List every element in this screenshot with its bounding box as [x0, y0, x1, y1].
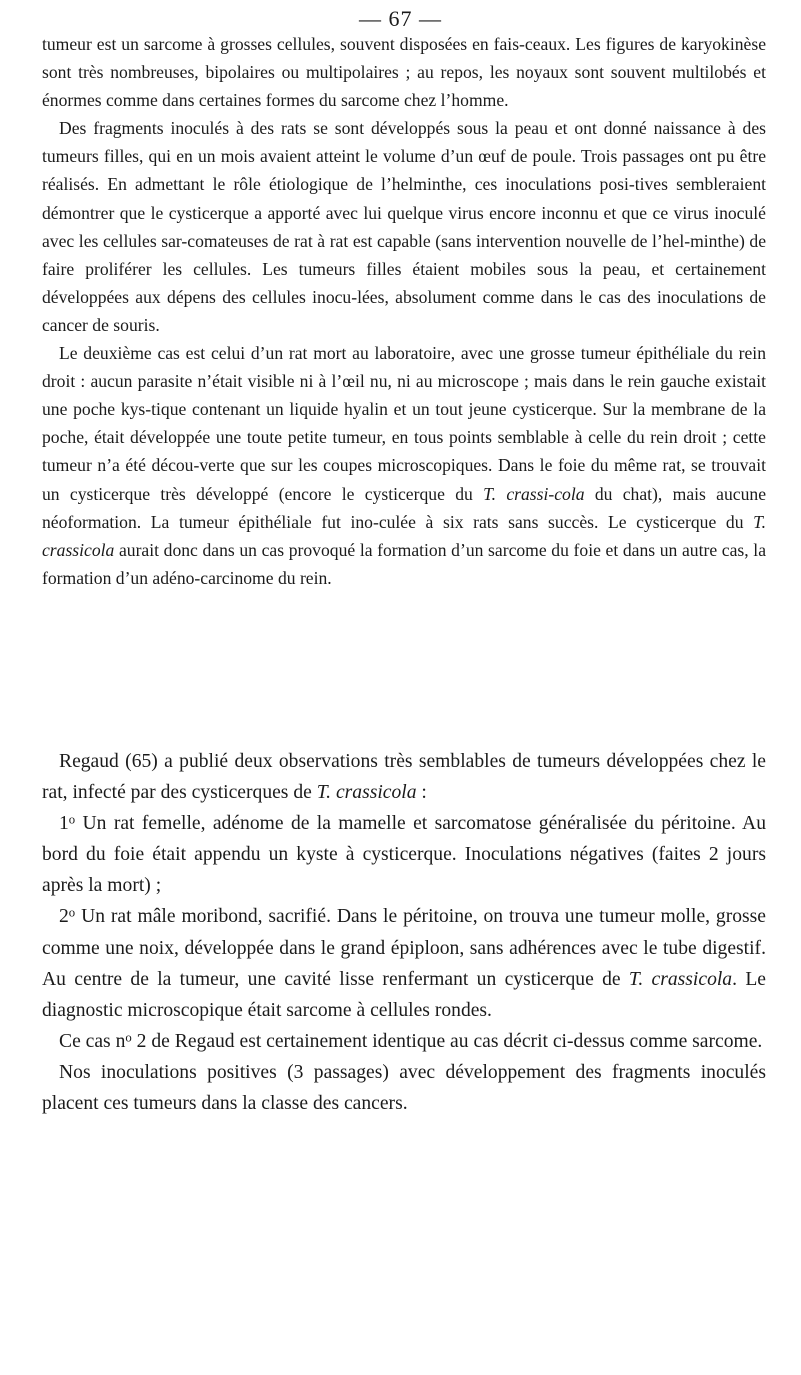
observation-1 [42, 808, 766, 901]
paragraph-3 [42, 339, 766, 592]
ordinal-marker: o [68, 812, 76, 827]
observation-2-text: Un rat mâle moribond, sacrifié. Dans le péritoine, on trouva une tumeur molle, grosse comme une noix, développée dans le grand épiploon, sans adhérences avec le tube digestif. Au centre de la tumeur, une cavité lisse renfermant un cysticerque de [42, 906, 766, 990]
paragraph-comparison-a: Ce cas n [59, 1030, 126, 1052]
paragraph-regaud-text: Regaud (65) a publié deux observations très semblables de tumeurs développées chez le rat, infecté par des cysticerques de [42, 751, 766, 804]
paragraph-3-text-b: du chat), mais aucune néoformation. La tumeur épithéliale fut ino-culée à six rats sans succès. Le cysticerque du [42, 483, 767, 532]
paragraph-3-text-c: aurait donc dans un cas provoqué la formation d’un sarcome du foie et dans un autre cas, la formation d’un adéno-carcinome du rein. [42, 539, 766, 588]
paragraph-comparison [42, 1026, 766, 1057]
body-text-small [42, 30, 766, 592]
species-name-italic: T. crassicola [42, 511, 766, 560]
paragraph-conclusion: Nos inoculations positives (3 passages) avec développement des fragments inoculés placent ces tumeurs dans la classe des cancers. [42, 1061, 766, 1115]
species-name-italic: T. crassicola [316, 782, 417, 804]
paragraph-1: tumeur est un sarcome à grosses cellules, souvent disposées en fais-ceaux. Les figures de karyokinèse sont très nombreuses, bipolaires ou multipolaires ; au repos, les noyaux sont souvent multilobés et énormes comme dans certaines formes du sarcome chez l’homme. [42, 34, 766, 111]
observation-2-number: 2 [59, 906, 69, 928]
paragraph-3-text-a: Le deuxième cas est celui d’un rat mort au laboratoire, avec une grosse tumeur épithéliale du rein droit : aucun parasite n’était visible ni à l’œil nu, ni au microscope ; mais dans le rein gauche existait une poche kys-tique contenant un liquide hyalin et un tout jeune cysticerque. Sur la membrane de la poche, était développée une toute petite tumeur, en tous points semblable à celle du rein droit ; cette tumeur n’a été décou-verte que sur les coupes microscopiques. Dans le foie du même rat, se trouvait un cysticerque très développé (encore le cysticerque du [42, 343, 766, 504]
paragraph-regaud [42, 746, 766, 808]
number-marker: o [125, 1030, 132, 1045]
ordinal-marker: o [68, 905, 76, 920]
observation-1-number: 1 [59, 813, 69, 835]
paragraph-regaud-end: : [416, 782, 427, 804]
paragraph-2: Des fragments inoculés à des rats se sont développés sous la peau et ont donné naissance à des tumeurs filles, qui en un mois avaient atteint le volume d’un œuf de poule. Trois passages ont pu être réalisés. En admettant le rôle étiologique de l’helminthe, ces inoculations posi-tives sembleraient démontrer que le cysticerque a apporté avec lui quelque virus encore inconnu et que ce virus inoculé avec les cellules sar-comateuses de rat à rat est capable (sans intervention nouvelle de l’hel-minthe) de faire proliférer les cellules. Les tumeurs filles étaient mobiles sous la peau, et certainement développées aux dépens des cellules inocu-lées, absolument comme dans le cas des inoculations de cancer de souris. [42, 118, 766, 335]
species-name-italic: T. crassi-cola [483, 483, 585, 504]
observation-2 [42, 901, 766, 1025]
species-name-italic: T. crassicola [628, 968, 733, 990]
observation-1-text: Un rat femelle, adénome de la mamelle et sarcomatose généralisée du péritoine. Au bord du foie était appendu un kyste à cysticerque. Inoculations négatives (faites 2 jours après la mort) ; [42, 813, 766, 897]
observation-2-end: . Le diagnostic microscopique était sarcome à cellules rondes. [42, 968, 766, 1021]
body-text-large [42, 746, 766, 1119]
paragraph-comparison-b: 2 de Regaud est certainement identique au cas décrit ci-dessus comme sarcome. [131, 1030, 763, 1052]
page-number: — 67 — [359, 6, 442, 31]
